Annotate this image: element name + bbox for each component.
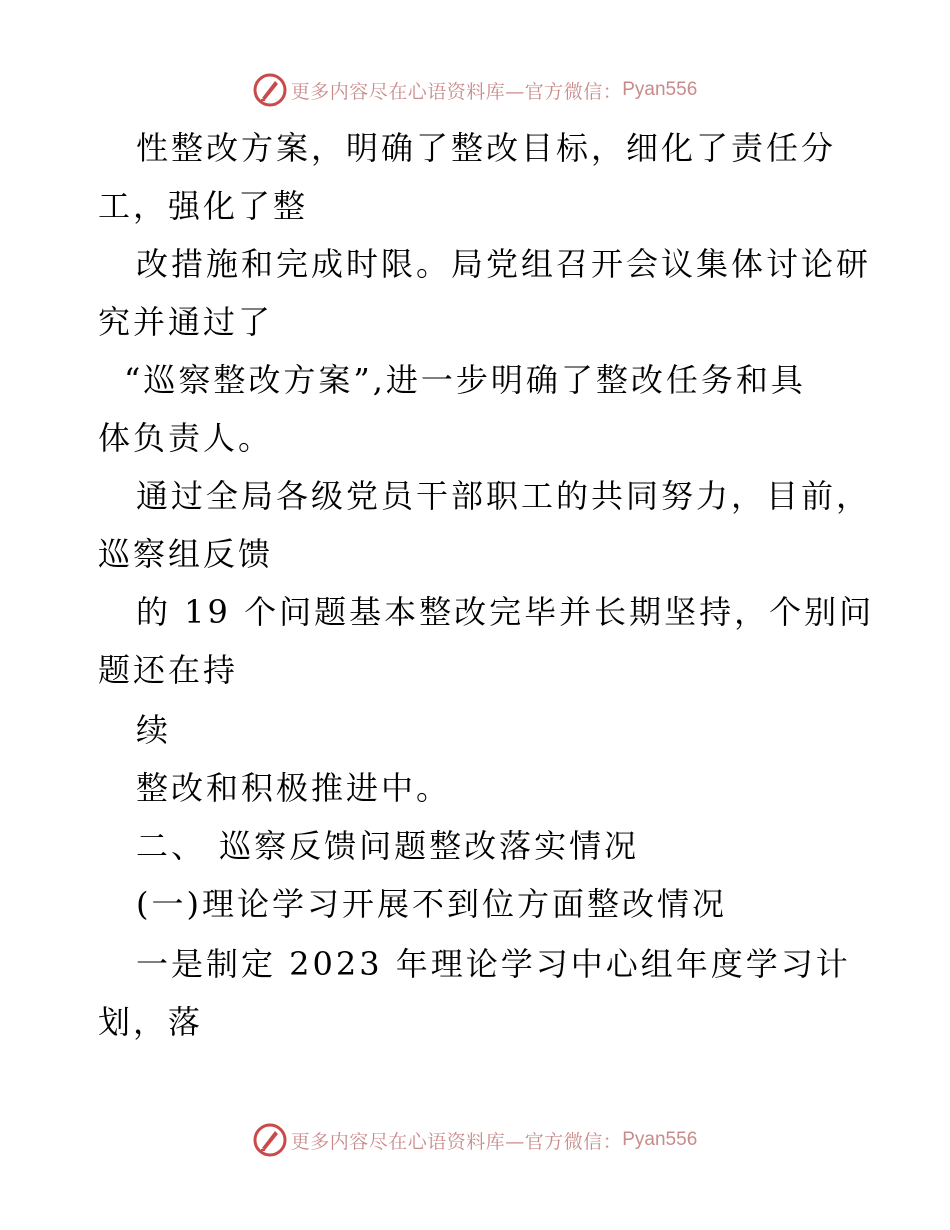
text-line: 工，强化了整 — [98, 187, 309, 225]
quill-logo-icon — [253, 1123, 287, 1157]
text-line: 的 19 个问题基本整改完毕并长期坚持，个别问 — [136, 593, 875, 631]
text-line: 性整改方案，明确了整改目标，细化了责任分 — [136, 129, 837, 167]
text-line: 续 — [136, 711, 172, 749]
text-line: 究并通过了 — [98, 303, 274, 341]
text-line: 题还在持 — [98, 651, 239, 689]
watermark-text: 更多内容尽在心语资料库—官方微信： — [290, 80, 623, 103]
text-line: 改措施和完成时限。局党组召开会议集体讨论研 — [136, 245, 872, 283]
watermark-footer — [0, 1120, 950, 1160]
text-line: 划，落 — [98, 1003, 204, 1041]
text-line: 一是制定 2023 年理论学习中心组年度学习计 — [136, 945, 851, 983]
text-line: 巡察组反馈 — [98, 535, 274, 573]
watermark-wechat-id: Pyan556 — [622, 1129, 698, 1150]
subsection-heading: (一)理论学习开展不到位方面整改情况 — [136, 885, 727, 923]
quill-logo-icon — [253, 73, 287, 107]
text-line: 通过全局各级党员干部职工的共同努力，目前， — [136, 477, 872, 515]
text-line: 整改和积极推进中。 — [136, 769, 452, 807]
section-heading: 二、 巡察反馈问题整改落实情况 — [136, 827, 640, 865]
watermark-wechat-id: Pyan556 — [622, 79, 698, 100]
watermark-text: 更多内容尽在心语资料库—官方微信： — [290, 1130, 623, 1153]
watermark-header — [0, 70, 950, 110]
text-line: 体负责人。 — [98, 419, 274, 457]
text-line: “巡察整改方案”,进一步明确了整改任务和具 — [124, 361, 806, 399]
